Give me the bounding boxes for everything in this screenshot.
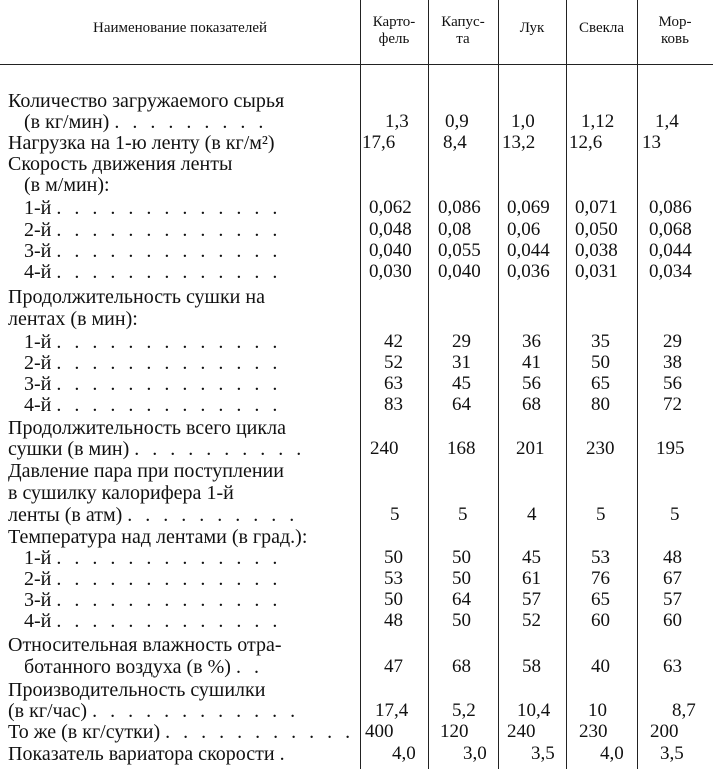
value-cell: 400	[365, 721, 394, 742]
value-cell: 0,040	[369, 240, 412, 261]
value-cell: 68	[522, 394, 541, 415]
row-label: Давление пара при поступлении	[8, 460, 284, 482]
column-rule	[498, 0, 499, 769]
value-cell: 50	[452, 547, 471, 568]
row-label: Скорость движения ленты	[8, 153, 233, 175]
header-onion: Лук	[519, 20, 545, 36]
value-cell: 0,040	[438, 261, 481, 282]
value-cell: 0,071	[575, 197, 618, 218]
value-cell: 36	[522, 331, 541, 352]
value-cell: 0,08	[438, 219, 472, 240]
value-cell: 0,031	[575, 261, 618, 282]
value-cell: 57	[663, 589, 682, 610]
value-cell: 63	[663, 656, 682, 677]
value-cell: 56	[663, 373, 682, 394]
value-cell: 50	[384, 547, 403, 568]
value-cell: 0,044	[507, 240, 550, 261]
row-label: 2-й . . . . . . . . . . . . .	[24, 219, 282, 241]
value-cell: 41	[522, 352, 541, 373]
row-label: То же (в кг/сутки) . . . . . . . . . . .	[8, 721, 355, 743]
row-label-cont: лентах (в мин):	[8, 308, 138, 330]
value-cell: 72	[663, 394, 682, 415]
row-label-cont: ленты (в атм) . . . . . . . . . .	[8, 504, 299, 526]
value-cell: 0,030	[369, 261, 412, 282]
row-label: Относительная влажность отра-	[8, 634, 282, 656]
row-label: 1-й . . . . . . . . . . . . .	[24, 197, 282, 219]
value-cell: 8,4	[443, 132, 467, 153]
value-cell: 52	[522, 610, 541, 631]
value-cell: 61	[522, 568, 541, 589]
value-cell: 53	[384, 568, 403, 589]
value-cell: 47	[384, 656, 403, 677]
value-cell: 3,5	[531, 743, 555, 764]
value-cell: 45	[522, 547, 541, 568]
row-label: 3-й . . . . . . . . . . . . .	[24, 240, 282, 262]
row-label: Продолжительность сушки на	[8, 286, 265, 308]
row-label: 4-й . . . . . . . . . . . . .	[24, 394, 282, 416]
value-cell: 38	[663, 352, 682, 373]
value-cell: 168	[447, 438, 476, 459]
value-cell: 3,0	[463, 743, 487, 764]
value-cell: 200	[650, 721, 679, 742]
value-cell: 195	[656, 438, 685, 459]
value-cell: 230	[579, 721, 608, 742]
value-cell: 201	[516, 438, 545, 459]
value-cell: 5	[458, 504, 468, 525]
row-label-cont: (в кг/час) . . . . . . . . . . . .	[8, 700, 300, 722]
value-cell: 65	[591, 373, 610, 394]
value-cell: 0,036	[507, 261, 550, 282]
row-label: Производительность сушилки	[8, 679, 266, 701]
value-cell: 0,048	[369, 219, 412, 240]
value-cell: 53	[591, 547, 610, 568]
row-label: Температура над лентами (в град.):	[8, 526, 308, 548]
value-cell: 80	[591, 394, 610, 415]
value-cell: 1,12	[581, 111, 615, 132]
value-cell: 40	[591, 656, 610, 677]
value-cell: 0,086	[438, 197, 481, 218]
value-cell: 10,4	[517, 700, 551, 721]
row-label: 4-й . . . . . . . . . . . . .	[24, 610, 282, 632]
column-rule	[637, 0, 638, 769]
row-label: Продолжительность всего цикла	[8, 417, 286, 439]
value-cell: 56	[522, 373, 541, 394]
value-cell: 35	[591, 331, 610, 352]
value-cell: 3,5	[660, 743, 684, 764]
value-cell: 0,068	[649, 219, 692, 240]
value-cell: 63	[384, 373, 403, 394]
value-cell: 64	[452, 589, 471, 610]
row-label: 3-й . . . . . . . . . . . . .	[24, 589, 282, 611]
value-cell: 50	[384, 589, 403, 610]
row-label-cont: сушки (в мин) . . . . . . . . . .	[8, 438, 306, 460]
row-label-cont: в сушилку калорифера 1-й	[8, 482, 234, 504]
row-label-cont: (в м/мин):	[24, 174, 110, 196]
value-cell: 64	[452, 394, 471, 415]
value-cell: 17,4	[375, 700, 409, 721]
column-rule	[566, 0, 567, 769]
value-cell: 57	[522, 589, 541, 610]
value-cell: 31	[452, 352, 471, 373]
row-label-cont: ботанного воздуха (в %) . .	[24, 656, 263, 678]
value-cell: 68	[452, 656, 471, 677]
value-cell: 65	[591, 589, 610, 610]
value-cell: 0,055	[438, 240, 481, 261]
header-carrot: Мор- ковь	[658, 14, 692, 47]
value-cell: 48	[384, 610, 403, 631]
value-cell: 50	[452, 568, 471, 589]
header-beet: Свекла	[578, 20, 625, 36]
value-cell: 240	[507, 721, 536, 742]
row-label: 2-й . . . . . . . . . . . . .	[24, 352, 282, 374]
value-cell: 5	[390, 504, 400, 525]
value-cell: 0,069	[507, 197, 550, 218]
header-parameter: Наименование показателей	[92, 20, 268, 36]
value-cell: 42	[384, 331, 403, 352]
value-cell: 230	[586, 438, 615, 459]
value-cell: 50	[452, 610, 471, 631]
column-rule	[428, 0, 429, 769]
value-cell: 5	[670, 504, 680, 525]
header-potato: Карто- фель	[372, 14, 416, 47]
row-label: Количество загружаемого сырья	[8, 90, 285, 112]
row-label: Нагрузка на 1-ю ленту (в кг/м²)	[8, 132, 275, 154]
value-cell: 60	[663, 610, 682, 631]
value-cell: 8,7	[672, 700, 696, 721]
value-cell: 0,06	[507, 219, 541, 240]
value-cell: 0,034	[649, 261, 692, 282]
value-cell: 4,0	[392, 743, 416, 764]
value-cell: 58	[522, 656, 541, 677]
value-cell: 5,2	[452, 700, 476, 721]
row-label: 2-й . . . . . . . . . . . . .	[24, 568, 282, 590]
value-cell: 13,2	[502, 132, 536, 153]
value-cell: 29	[663, 331, 682, 352]
value-cell: 50	[591, 352, 610, 373]
header-bottom-rule	[0, 64, 713, 65]
row-label: 4-й . . . . . . . . . . . . .	[24, 261, 282, 283]
row-label: 3-й . . . . . . . . . . . . .	[24, 373, 282, 395]
value-cell: 52	[384, 352, 403, 373]
value-cell: 29	[452, 331, 471, 352]
value-cell: 17,6	[362, 132, 396, 153]
value-cell: 4	[527, 504, 537, 525]
value-cell: 13	[642, 132, 661, 153]
value-cell: 10	[588, 700, 607, 721]
value-cell: 83	[384, 394, 403, 415]
row-label-cont: (в кг/мин) . . . . . . . . .	[24, 111, 268, 133]
value-cell: 0,086	[649, 197, 692, 218]
value-cell: 0,9	[445, 111, 469, 132]
value-cell: 0,050	[575, 219, 618, 240]
row-label: 1-й . . . . . . . . . . . . .	[24, 331, 282, 353]
value-cell: 45	[452, 373, 471, 394]
row-label: 1-й . . . . . . . . . . . . .	[24, 547, 282, 569]
value-cell: 4,0	[600, 743, 624, 764]
value-cell: 67	[663, 568, 682, 589]
value-cell: 240	[370, 438, 399, 459]
value-cell: 48	[663, 547, 682, 568]
value-cell: 0,038	[575, 240, 618, 261]
value-cell: 60	[591, 610, 610, 631]
value-cell: 5	[596, 504, 606, 525]
value-cell: 1,3	[385, 111, 409, 132]
value-cell: 1,4	[655, 111, 679, 132]
value-cell: 12,6	[569, 132, 603, 153]
value-cell: 76	[591, 568, 610, 589]
value-cell: 0,062	[369, 197, 412, 218]
row-label: Показатель вариатора скорости .	[8, 743, 289, 765]
value-cell: 1,0	[511, 111, 535, 132]
value-cell: 120	[440, 721, 469, 742]
value-cell: 0,044	[649, 240, 692, 261]
header-cabbage: Капус- та	[441, 14, 485, 47]
